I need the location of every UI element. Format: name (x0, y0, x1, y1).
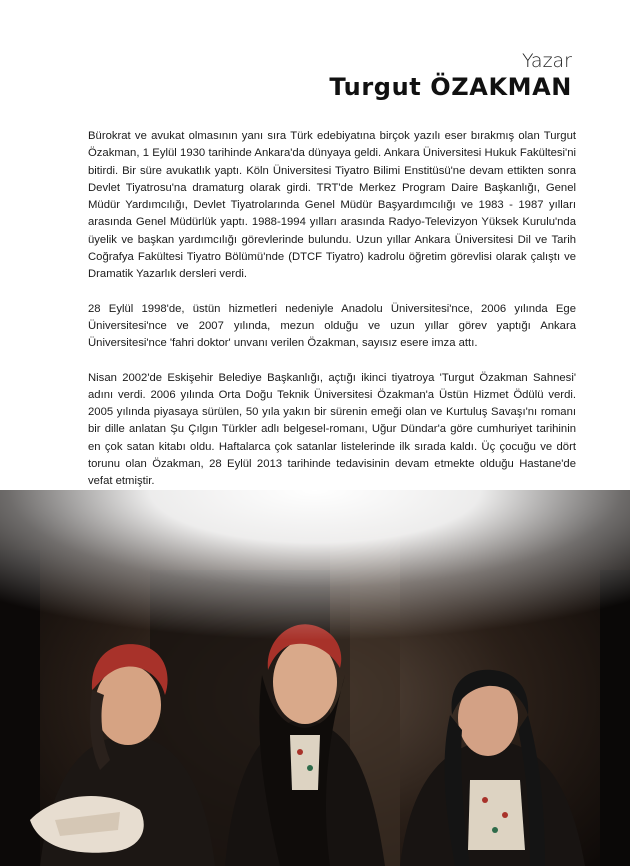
paragraph-honorary-doctorates: 28 Eylül 1998'de, üstün hizmetleri nedeniyle Anadolu Üniversitesi'nce, 2006 yılında Ege Üniversitesi'nce ve 2007 yılında, mezun olduğu ve uzun yıllar görev yaptığı Ankara Üniversitesi'nce 'fahri doktor' unvanı verilen Özakman, sayısız esere imza attı. (88, 302, 576, 350)
right-actress (400, 670, 585, 866)
photo-top-fade (0, 490, 630, 640)
header (329, 50, 572, 102)
stage-photo (0, 490, 630, 866)
author-name: Turgut ÖZAKMAN (329, 73, 572, 101)
paragraph-early-career: Bürokrat ve avukat olmasının yanı sıra Türk edebiyatına birçok yazılı eser bırakmış olan Turgut Özakman, 1 Eylül 1930 tarihinde Ankara'da dünyaya geldi. Ankara Üniversitesi Hukuk Fakültesi'ni bitirdi. Bir süre avukatlık yaptı. Köln Üniversitesi Tiyatro Bilimi Enstitüsü'ne devam ettikten sonra Devlet Tiyatrosu'na dramaturg olarak girdi. TRT'de Merkez Program Daire Başkanlığı, Genel Müdür Yardımcılığı, Devlet Tiyatrolarında Genel Müdür Başyardımcılığı ve 1983 - 1987 yılları arasında Genel Müdürlük yaptı. 1988-1994 yılları arasında Radyo-Televizyon Yüksek Kurulu'nda üyelik ve başkan yardımcılığı görevlerinde bulundu. Uzun yıllar Ankara Üniversitesi Dil ve Tarih Coğrafya Fakültesi Tiyatro Bölümü'nde (DTCF Tiyatro) kadrolu öğretim görevlisi olarak çalıştı ve Dramatik Yazarlık dersleri verdi. (88, 130, 576, 281)
author-role-label: Yazar (521, 50, 572, 72)
paragraph-awards-and-death: Nisan 2002'de Eskişehir Belediye Başkanlığı, açtığı ikinci tiyatroya 'Turgut Özakman Sahnesi' adını verdi. 2006 yılında Orta Doğu Teknik Üniversitesi Özakman'a Üstün Hizmet Ödülü verdi. 2005 yılında piyasaya sürülen, 50 yıla yakın bir sürenin emeği olan ve Kurtuluş Savaşı'nı romanı bir dille anlatan Şu Çılgın Türkler adlı belgesel-romanı, Uğur Dündar'a göre cumhuriyet tarihinin en çok satan kitabı oldu. Haftalarca çok satanlar listelerinde ilk sırada kaldı. Üç çocuğu ve dört torunu olan Özakman, 28 Eylül 2013 tarihinde tedavisinin devam etmekte olduğu Hastane'de vefat etmiştir. (88, 371, 576, 488)
